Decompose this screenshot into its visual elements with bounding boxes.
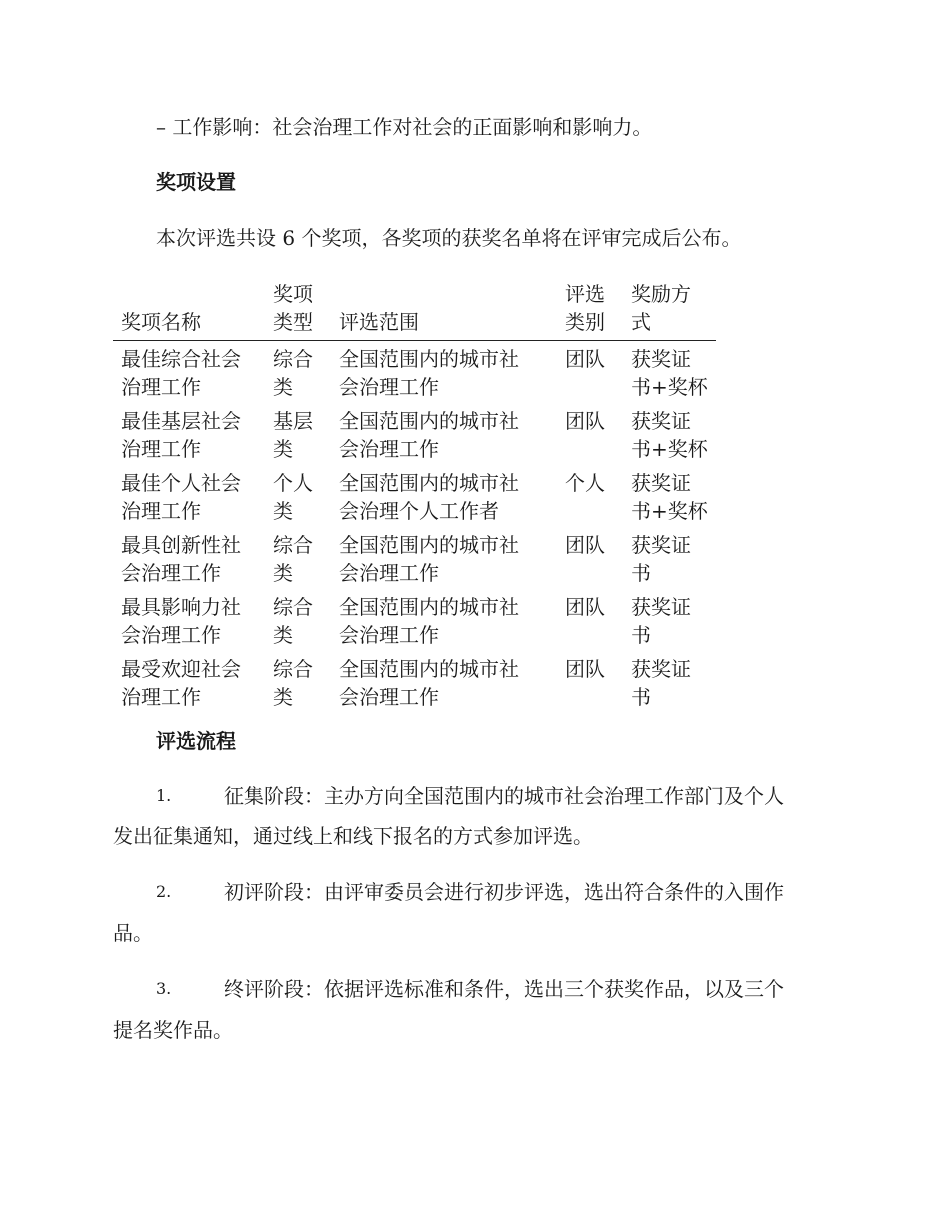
cell-award-name: 最佳基层社会 治理工作 xyxy=(121,409,241,461)
table-row xyxy=(113,403,716,465)
cell-scope: 全国范围内的城市社 会治理工作 xyxy=(339,409,519,461)
cell-category: 团队 xyxy=(565,409,605,433)
cell-award-name: 最具影响力社 会治理工作 xyxy=(121,595,241,647)
cell-award-name: 最受欢迎社会 治理工作 xyxy=(121,657,241,709)
step-text-line1: 终评阶段：依据评选标准和条件，选出三个获奖作品，以及三个 xyxy=(224,977,784,1001)
table-row xyxy=(113,589,716,651)
cell-reward: 获奖证 书+奖杯 xyxy=(631,471,708,523)
cell-reward: 获奖证 书 xyxy=(631,533,691,585)
cell-reward: 获奖证 书 xyxy=(631,657,691,709)
cell-award-name: 最佳个人社会 治理工作 xyxy=(121,471,241,523)
bullet-work-impact: – 工作影响：社会治理工作对社会的正面影响和影响力。 xyxy=(156,115,653,139)
table-row xyxy=(113,651,716,713)
cell-award-type: 综合 类 xyxy=(273,533,313,585)
cell-award-type: 个人 类 xyxy=(273,471,313,523)
cell-reward: 获奖证 书+奖杯 xyxy=(631,409,708,461)
table-row xyxy=(113,465,716,527)
cell-award-type: 综合 类 xyxy=(273,347,313,399)
cell-reward: 获奖证 书 xyxy=(631,595,691,647)
table-header-row xyxy=(113,280,716,341)
cell-category: 团队 xyxy=(565,533,605,557)
cell-scope: 全国范围内的城市社 会治理个人工作者 xyxy=(339,471,519,523)
cell-scope: 全国范围内的城市社 会治理工作 xyxy=(339,657,519,709)
table-row xyxy=(113,341,716,404)
step-text-line2: 品。 xyxy=(113,921,153,945)
step-number: 2. xyxy=(156,882,172,901)
step-text-line2: 提名奖作品。 xyxy=(113,1018,233,1042)
cell-award-type: 基层 类 xyxy=(273,409,313,461)
heading-awards: 奖项设置 xyxy=(156,170,236,194)
awards-intro-paragraph: 本次评选共设 6 个奖项，各奖项的获奖名单将在评审完成后公布。 xyxy=(156,226,742,250)
cell-category: 团队 xyxy=(565,657,605,681)
cell-scope: 全国范围内的城市社 会治理工作 xyxy=(339,347,519,399)
header-scope: 评选范围 xyxy=(331,280,557,341)
awards-table xyxy=(113,280,716,713)
step-number: 3. xyxy=(156,979,172,998)
step-number: 1. xyxy=(156,786,172,805)
cell-scope: 全国范围内的城市社 会治理工作 xyxy=(339,595,519,647)
heading-process: 评选流程 xyxy=(156,729,236,753)
cell-category: 团队 xyxy=(565,347,605,371)
cell-scope: 全国范围内的城市社 会治理工作 xyxy=(339,533,519,585)
cell-award-type: 综合 类 xyxy=(273,657,313,709)
step-text-line2: 发出征集通知，通过线上和线下报名的方式参加评选。 xyxy=(113,824,593,848)
cell-category: 个人 xyxy=(565,471,605,495)
header-category: 评选 类别 xyxy=(557,280,623,341)
cell-award-type: 综合 类 xyxy=(273,595,313,647)
step-text-line1: 初评阶段：由评审委员会进行初步评选，选出符合条件的入围作 xyxy=(224,880,784,904)
header-award-name: 奖项名称 xyxy=(113,280,265,341)
cell-category: 团队 xyxy=(565,595,605,619)
table-row xyxy=(113,527,716,589)
cell-award-name: 最佳综合社会 治理工作 xyxy=(121,347,241,399)
cell-reward: 获奖证 书+奖杯 xyxy=(631,347,708,399)
header-reward: 奖励方 式 xyxy=(623,280,716,341)
step-text-line1: 征集阶段：主办方向全国范围内的城市社会治理工作部门及个人 xyxy=(224,784,784,808)
cell-award-name: 最具创新性社 会治理工作 xyxy=(121,533,241,585)
header-award-type: 奖项 类型 xyxy=(265,280,331,341)
